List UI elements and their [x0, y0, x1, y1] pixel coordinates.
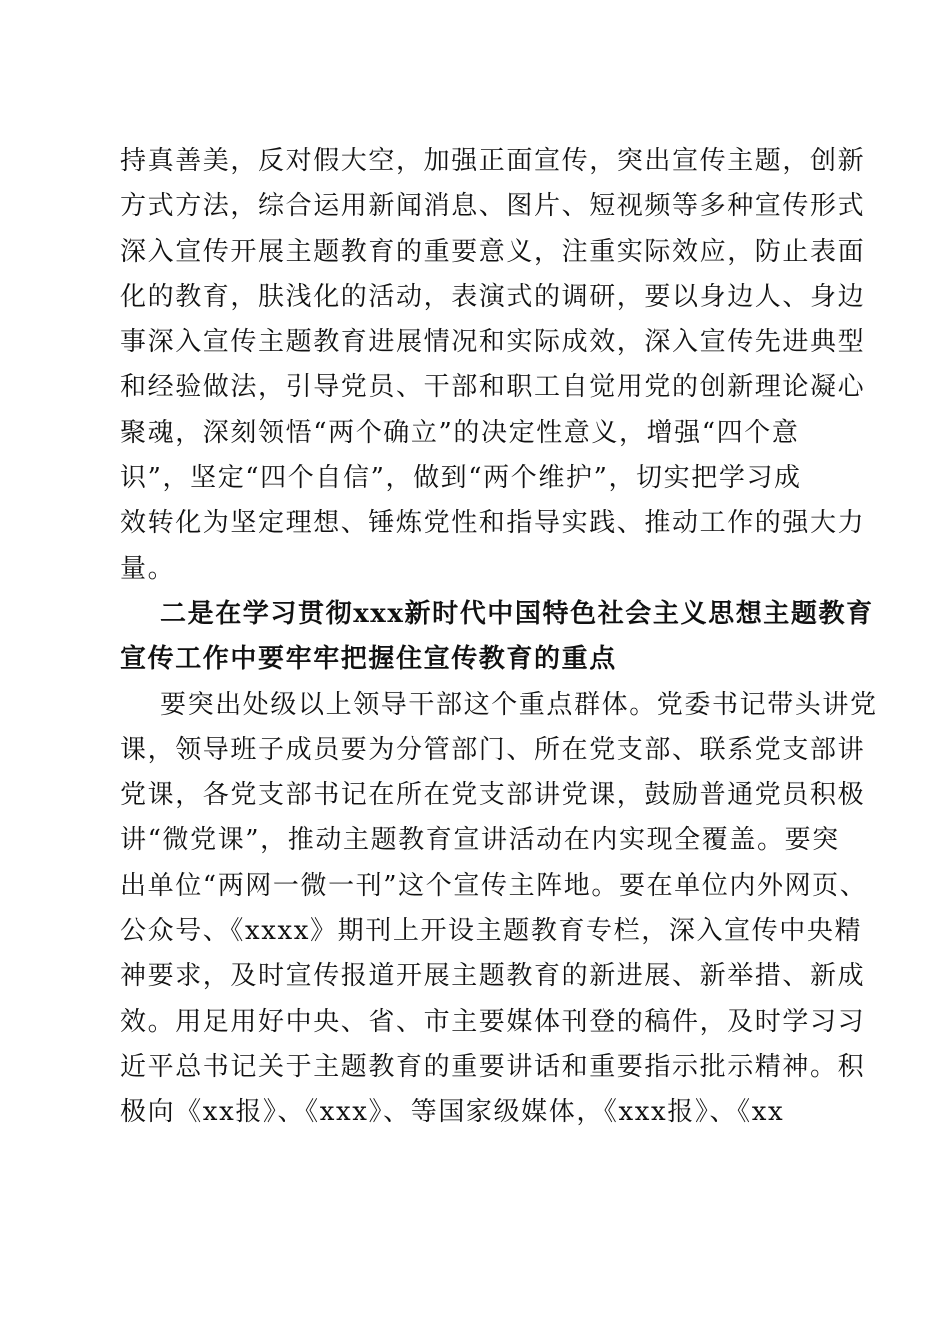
text-line: 出单位“两网一微一刊”这个宣传主阵地。要在单位内外网页、 — [120, 870, 868, 901]
text-line: 量。 — [120, 553, 176, 584]
text-line: 公众号、《xxxx》期刊上开设主题教育专栏，深入宣传中央精 — [120, 916, 863, 947]
text-line: 化的教育，肤浅化的活动，表演式的调研，要以身边人、身边 — [120, 281, 866, 312]
text-line: 深入宣传开展主题教育的重要意义，注重实际效应，防止表面 — [120, 236, 866, 267]
text-line: 效转化为坚定理想、锤炼党性和指导实践、推动工作的强大力 — [120, 508, 866, 539]
text-line: 要突出处级以上领导干部这个重点群体。党委书记带头讲党 — [160, 689, 878, 720]
document-body — [120, 139, 878, 1136]
text-line: 聚魂，深刻领悟“两个确立”的决定性意义，增强“四个意 — [120, 417, 800, 448]
text-line: 事深入宣传主题教育进展情况和实际成效，深入宣传先进典型 — [120, 327, 866, 358]
text-line: 持真善美，反对假大空，加强正面宣传，突出宣传主题，创新 — [120, 146, 866, 176]
section-heading-line: 二是在学习贯彻xxx新时代中国特色社会主义思想主题教育 — [160, 598, 874, 629]
text-line: 神要求，及时宣传报道开展主题教育的新进展、新举措、新成 — [120, 961, 866, 992]
text-line: 课，领导班子成员要为分管部门、所在党支部、联系党支部讲 — [120, 734, 866, 765]
text-line: 极向《xx报》、《xxx》、等国家级媒体，《xxx报》、《xx — [120, 1097, 785, 1128]
text-line: 讲“微党课”，推动主题教育宣讲活动在内实现全覆盖。要突 — [120, 825, 840, 856]
text-line: 效。用足用好中央、省、市主要媒体刊登的稿件，及时学习习 — [120, 1006, 866, 1037]
text-line: 方式方法，综合运用新闻消息、图片、短视频等多种宣传形式 — [120, 191, 866, 222]
text-line: 党课，各党支部书记在所在党支部讲党课，鼓励普通党员积极 — [120, 780, 866, 811]
section-heading-line: 宣传工作中要牢牢把握住宣传教育的重点 — [120, 644, 617, 675]
text-line: 识”，坚定“四个自信”，做到“两个维护”，切实把学习成 — [120, 463, 802, 494]
text-line: 近平总书记关于主题教育的重要讲话和重要指示批示精神。积 — [120, 1051, 866, 1082]
text-line: 和经验做法，引导党员、干部和职工自觉用党的创新理论凝心 — [120, 372, 866, 403]
